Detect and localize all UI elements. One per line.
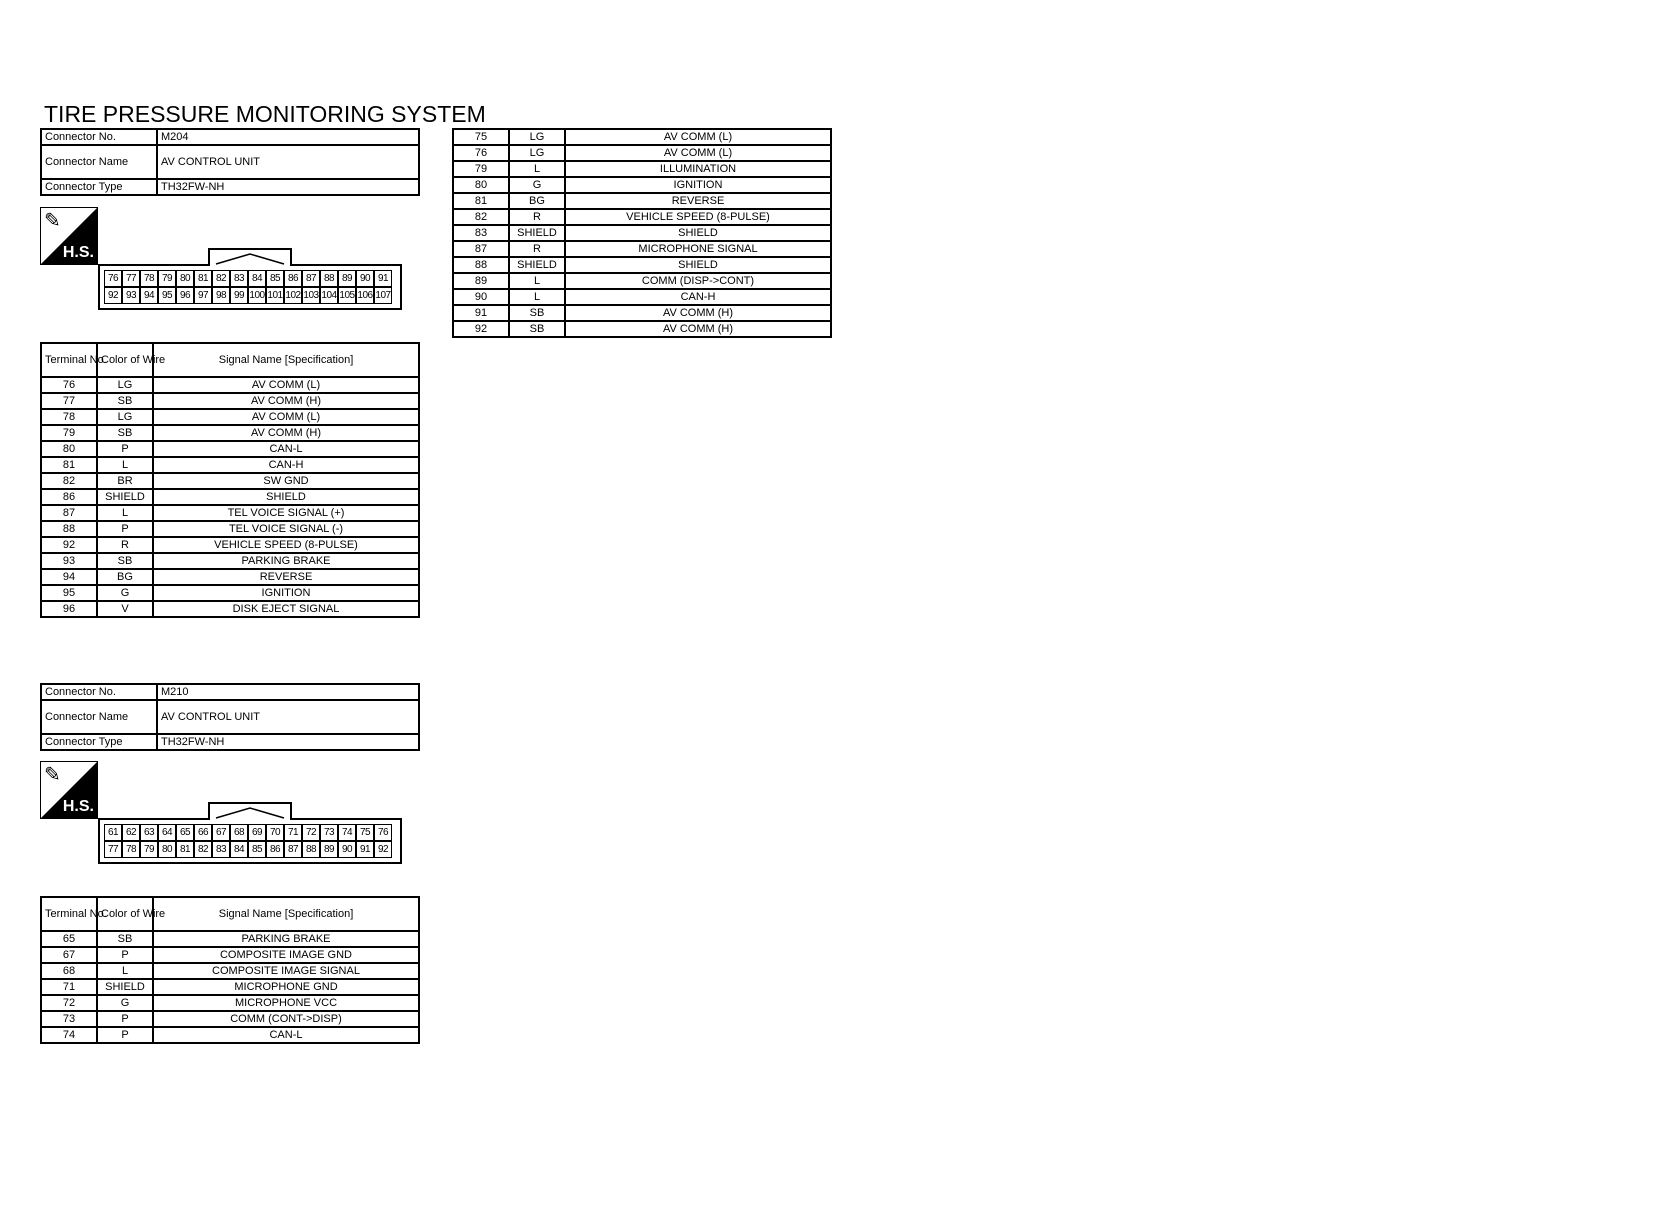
wire-color: R <box>509 241 565 257</box>
table-row <box>41 1011 419 1027</box>
connector-pin: 92 <box>374 841 392 858</box>
terminal-table-continuation <box>452 128 832 338</box>
connector-no: M204 <box>157 129 419 145</box>
header-color-of-wire: Color of Wire <box>97 897 153 931</box>
table-row <box>41 505 419 521</box>
wire-color: LG <box>97 409 153 425</box>
wire-color: L <box>97 963 153 979</box>
connector-pin: 76 <box>374 824 392 841</box>
table-row <box>453 161 831 177</box>
table-row <box>41 569 419 585</box>
label-connector-type: Connector Type <box>41 734 157 750</box>
terminal-no: 76 <box>453 145 509 161</box>
connector-pin: 79 <box>140 841 158 858</box>
connector-pin: 89 <box>338 270 356 287</box>
harness-icon: ✎ <box>44 764 61 786</box>
connector-pin: 82 <box>194 841 212 858</box>
table-row <box>453 321 831 337</box>
table-row <box>41 441 419 457</box>
signal-name: CAN-H <box>153 457 419 473</box>
wire-color: SB <box>97 931 153 947</box>
connector-pin: 93 <box>122 287 140 304</box>
connector-pin: 84 <box>230 841 248 858</box>
wire-color: G <box>97 585 153 601</box>
table-row <box>453 305 831 321</box>
wire-color: P <box>97 947 153 963</box>
signal-name: IGNITION <box>153 585 419 601</box>
terminal-no: 94 <box>41 569 97 585</box>
table-row <box>41 931 419 947</box>
connector-pin: 82 <box>212 270 230 287</box>
connector-pin: 83 <box>230 270 248 287</box>
terminal-no: 77 <box>41 393 97 409</box>
pin-grid <box>104 824 392 858</box>
signal-name: MICROPHONE VCC <box>153 995 419 1011</box>
header-color-of-wire: Color of Wire <box>97 343 153 377</box>
terminal-no: 73 <box>41 1011 97 1027</box>
table-row <box>41 521 419 537</box>
connector-key <box>208 802 292 820</box>
signal-name: COMM (DISP->CONT) <box>565 273 831 289</box>
terminal-no: 93 <box>41 553 97 569</box>
connector-pin: 85 <box>266 270 284 287</box>
connector-pin: 85 <box>248 841 266 858</box>
table-row <box>453 225 831 241</box>
terminal-no: 80 <box>41 441 97 457</box>
terminal-no: 79 <box>453 161 509 177</box>
wire-color: SHIELD <box>509 225 565 241</box>
wire-color: SB <box>97 553 153 569</box>
table-row <box>453 289 831 305</box>
label-connector-no: Connector No. <box>41 684 157 700</box>
table-row <box>41 601 419 617</box>
wire-color: SHIELD <box>97 489 153 505</box>
connector-pin: 79 <box>158 270 176 287</box>
label-connector-name: Connector Name <box>41 145 157 179</box>
wire-color: BG <box>509 193 565 209</box>
connector-pin: 106 <box>356 287 374 304</box>
connector-pin: 105 <box>338 287 356 304</box>
table-row <box>41 393 419 409</box>
table-row <box>41 995 419 1011</box>
signal-name: AV COMM (H) <box>153 425 419 441</box>
signal-name: VEHICLE SPEED (8-PULSE) <box>153 537 419 553</box>
connector-type: TH32FW-NH <box>157 179 419 195</box>
connector-pin: 69 <box>248 824 266 841</box>
connector-pin: 104 <box>320 287 338 304</box>
connector-pin: 91 <box>374 270 392 287</box>
table-row <box>41 489 419 505</box>
terminal-no: 95 <box>41 585 97 601</box>
signal-name: CAN-H <box>565 289 831 305</box>
signal-name: MICROPHONE SIGNAL <box>565 241 831 257</box>
table-row <box>453 257 831 273</box>
signal-name: AV COMM (L) <box>565 129 831 145</box>
signal-name: PARKING BRAKE <box>153 553 419 569</box>
connector-pin: 91 <box>356 841 374 858</box>
wire-color: SB <box>97 425 153 441</box>
connector-pin: 66 <box>194 824 212 841</box>
connector-pin: 68 <box>230 824 248 841</box>
wire-color: P <box>97 521 153 537</box>
terminal-no: 90 <box>453 289 509 305</box>
connector-pin: 88 <box>320 270 338 287</box>
terminal-table-m210 <box>40 896 420 1044</box>
connector-pin: 72 <box>302 824 320 841</box>
signal-name: DISK EJECT SIGNAL <box>153 601 419 617</box>
table-row <box>453 177 831 193</box>
table-row <box>41 409 419 425</box>
connector-name: AV CONTROL UNIT <box>157 145 419 179</box>
terminal-no: 88 <box>453 257 509 273</box>
terminal-no: 71 <box>41 979 97 995</box>
signal-name: AV COMM (H) <box>153 393 419 409</box>
signal-name: TEL VOICE SIGNAL (+) <box>153 505 419 521</box>
connector-pin: 77 <box>104 841 122 858</box>
terminal-no: 86 <box>41 489 97 505</box>
signal-name: VEHICLE SPEED (8-PULSE) <box>565 209 831 225</box>
terminal-no: 72 <box>41 995 97 1011</box>
table-row <box>453 241 831 257</box>
table-row <box>41 947 419 963</box>
wire-color: BR <box>97 473 153 489</box>
wire-color: P <box>97 441 153 457</box>
connector-pin: 88 <box>302 841 320 858</box>
connector-pin: 101 <box>266 287 284 304</box>
key-chevron-icon <box>210 804 290 820</box>
header-terminal-no: Terminal No. <box>41 343 97 377</box>
connector-pin: 65 <box>176 824 194 841</box>
connector-pin: 63 <box>140 824 158 841</box>
terminal-no: 68 <box>41 963 97 979</box>
terminal-table-m204 <box>40 342 420 618</box>
connector-pin: 87 <box>284 841 302 858</box>
wire-color: G <box>97 995 153 1011</box>
terminal-no: 67 <box>41 947 97 963</box>
connector-pin: 89 <box>320 841 338 858</box>
connector-pin: 95 <box>158 287 176 304</box>
signal-name: COMM (CONT->DISP) <box>153 1011 419 1027</box>
wire-color: LG <box>97 377 153 393</box>
terminal-no: 65 <box>41 931 97 947</box>
connector-info-table-m210 <box>40 683 420 751</box>
terminal-no: 83 <box>453 225 509 241</box>
terminal-no: 75 <box>453 129 509 145</box>
wire-color: SHIELD <box>509 257 565 273</box>
table-row <box>41 963 419 979</box>
connector-pin: 81 <box>194 270 212 287</box>
terminal-no: 91 <box>453 305 509 321</box>
connector-info-table-m204 <box>40 128 420 196</box>
wire-color: R <box>97 537 153 553</box>
table-row <box>453 209 831 225</box>
connector-pin: 78 <box>140 270 158 287</box>
signal-name: CAN-L <box>153 441 419 457</box>
signal-name: AV COMM (H) <box>565 321 831 337</box>
table-row <box>41 585 419 601</box>
connector-pin: 97 <box>194 287 212 304</box>
terminal-no: 92 <box>41 537 97 553</box>
page-title: TIRE PRESSURE MONITORING SYSTEM <box>44 101 486 127</box>
harness-icon: ✎ <box>44 210 61 232</box>
wire-color: G <box>509 177 565 193</box>
header-signal-name: Signal Name [Specification] <box>153 343 419 377</box>
signal-name: COMPOSITE IMAGE GND <box>153 947 419 963</box>
connector-pin: 99 <box>230 287 248 304</box>
connector-name: AV CONTROL UNIT <box>157 700 419 734</box>
connector-pin: 75 <box>356 824 374 841</box>
connector-pin: 71 <box>284 824 302 841</box>
table-row <box>41 457 419 473</box>
connector-key <box>208 248 292 266</box>
connector-pin: 90 <box>356 270 374 287</box>
label-connector-no: Connector No. <box>41 129 157 145</box>
wire-color: P <box>97 1027 153 1043</box>
connector-pin: 77 <box>122 270 140 287</box>
connector-pin: 103 <box>302 287 320 304</box>
connector-pin: 74 <box>338 824 356 841</box>
harness-side-badge: ✎ H.S. <box>40 207 98 265</box>
wire-color: LG <box>509 145 565 161</box>
signal-name: MICROPHONE GND <box>153 979 419 995</box>
table-row <box>453 145 831 161</box>
connector-pin: 61 <box>104 824 122 841</box>
terminal-no: 76 <box>41 377 97 393</box>
connector-face-m210 <box>98 818 402 864</box>
signal-name: COMPOSITE IMAGE SIGNAL <box>153 963 419 979</box>
terminal-no: 80 <box>453 177 509 193</box>
terminal-no: 89 <box>453 273 509 289</box>
signal-name: SW GND <box>153 473 419 489</box>
connector-pin: 90 <box>338 841 356 858</box>
table-row <box>41 425 419 441</box>
terminal-no: 87 <box>41 505 97 521</box>
connector-pin: 84 <box>248 270 266 287</box>
connector-pin: 107 <box>374 287 392 304</box>
connector-pin: 86 <box>266 841 284 858</box>
wire-color: SB <box>509 305 565 321</box>
terminal-no: 96 <box>41 601 97 617</box>
terminal-no: 87 <box>453 241 509 257</box>
connector-pin: 98 <box>212 287 230 304</box>
signal-name: AV COMM (L) <box>565 145 831 161</box>
table-row <box>453 129 831 145</box>
wire-color: L <box>97 505 153 521</box>
connector-pin: 102 <box>284 287 302 304</box>
signal-name: REVERSE <box>153 569 419 585</box>
terminal-no: 74 <box>41 1027 97 1043</box>
terminal-no: 88 <box>41 521 97 537</box>
wire-color: V <box>97 601 153 617</box>
wire-color: SHIELD <box>97 979 153 995</box>
wire-color: P <box>97 1011 153 1027</box>
label-connector-name: Connector Name <box>41 700 157 734</box>
wire-color: BG <box>97 569 153 585</box>
signal-name: IGNITION <box>565 177 831 193</box>
signal-name: SHIELD <box>565 225 831 241</box>
wire-color: SB <box>97 393 153 409</box>
signal-name: TEL VOICE SIGNAL (-) <box>153 521 419 537</box>
connector-pin: 83 <box>212 841 230 858</box>
wire-color: R <box>509 209 565 225</box>
table-row <box>453 193 831 209</box>
connector-pin: 100 <box>248 287 266 304</box>
table-row <box>453 273 831 289</box>
connector-pin: 86 <box>284 270 302 287</box>
connector-type: TH32FW-NH <box>157 734 419 750</box>
connector-pin: 94 <box>140 287 158 304</box>
table-row <box>41 979 419 995</box>
connector-pin: 67 <box>212 824 230 841</box>
terminal-no: 92 <box>453 321 509 337</box>
wire-color: L <box>97 457 153 473</box>
signal-name: ILLUMINATION <box>565 161 831 177</box>
header-terminal-no: Terminal No. <box>41 897 97 931</box>
signal-name: AV COMM (H) <box>565 305 831 321</box>
key-chevron-icon <box>210 250 290 266</box>
connector-pin: 62 <box>122 824 140 841</box>
signal-name: REVERSE <box>565 193 831 209</box>
table-row <box>41 473 419 489</box>
connector-face-m204 <box>98 264 402 310</box>
connector-pin: 80 <box>176 270 194 287</box>
signal-name: AV COMM (L) <box>153 409 419 425</box>
label-connector-type: Connector Type <box>41 179 157 195</box>
wire-color: L <box>509 289 565 305</box>
connector-pin: 80 <box>158 841 176 858</box>
connector-pin: 64 <box>158 824 176 841</box>
connector-pin: 73 <box>320 824 338 841</box>
table-row <box>41 377 419 393</box>
connector-no: M210 <box>157 684 419 700</box>
signal-name: CAN-L <box>153 1027 419 1043</box>
terminal-no: 82 <box>41 473 97 489</box>
table-row <box>41 553 419 569</box>
terminal-no: 82 <box>453 209 509 225</box>
signal-name: SHIELD <box>565 257 831 273</box>
connector-pin: 96 <box>176 287 194 304</box>
signal-name: SHIELD <box>153 489 419 505</box>
terminal-no: 78 <box>41 409 97 425</box>
header-signal-name: Signal Name [Specification] <box>153 897 419 931</box>
connector-pin: 87 <box>302 270 320 287</box>
wire-color: LG <box>509 129 565 145</box>
connector-pin: 78 <box>122 841 140 858</box>
wire-color: L <box>509 161 565 177</box>
connector-pin: 81 <box>176 841 194 858</box>
pin-grid <box>104 270 392 304</box>
connector-pin: 70 <box>266 824 284 841</box>
wire-color: L <box>509 273 565 289</box>
harness-side-badge: ✎ H.S. <box>40 761 98 819</box>
table-row <box>41 537 419 553</box>
connector-pin: 92 <box>104 287 122 304</box>
terminal-no: 79 <box>41 425 97 441</box>
table-row <box>41 1027 419 1043</box>
connector-pin: 76 <box>104 270 122 287</box>
terminal-no: 81 <box>41 457 97 473</box>
signal-name: AV COMM (L) <box>153 377 419 393</box>
signal-name: PARKING BRAKE <box>153 931 419 947</box>
wire-color: SB <box>509 321 565 337</box>
terminal-no: 81 <box>453 193 509 209</box>
